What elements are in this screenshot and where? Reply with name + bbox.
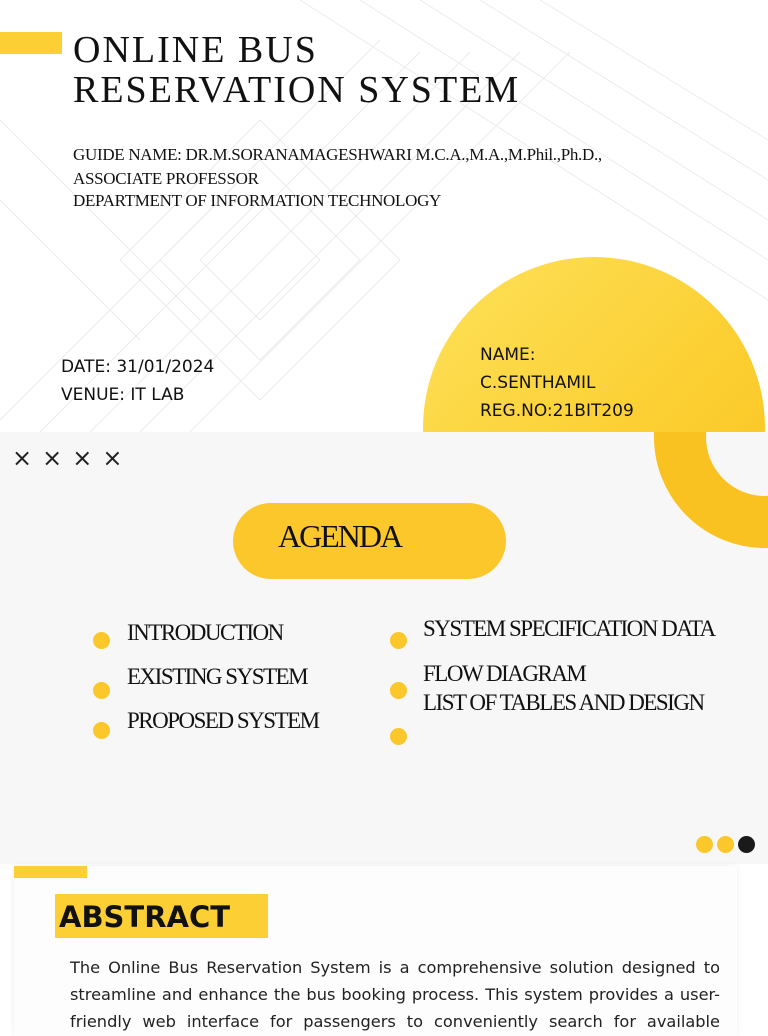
bullet-dot <box>390 682 407 699</box>
agenda-heading: AGENDA <box>278 518 402 554</box>
decorative-x-marks: ×××× <box>12 444 133 472</box>
agenda-item-existing-system: EXISTING SYSTEM <box>127 664 308 689</box>
title-line-1: ONLINE BUS <box>73 29 318 71</box>
guide-designation: ASSOCIATE PROFESSOR <box>73 169 259 188</box>
student-name: C.SENTHAMIL <box>480 373 596 393</box>
accent-bar <box>0 32 62 54</box>
title-slide <box>0 0 768 432</box>
yellow-ring-decoration <box>652 432 768 550</box>
agenda-item-system-specification: SYSTEM SPECIFICATION DATA <box>423 616 715 641</box>
date-text: DATE: 31/01/2024 <box>61 357 215 377</box>
agenda-heading-pill <box>233 503 506 579</box>
name-label: NAME: <box>480 345 536 365</box>
abstract-body <box>70 954 720 1035</box>
abstract-heading: ABSTRACT <box>59 900 231 934</box>
venue-text: VENUE: IT LAB <box>61 385 185 405</box>
student-info <box>480 341 634 425</box>
agenda-item-introduction: INTRODUCTION <box>127 620 283 645</box>
pager-dot <box>717 836 734 853</box>
agenda-item-flow-diagram: FLOW DIAGRAM <box>423 661 586 686</box>
agenda-item-list-of-tables: LIST OF TABLES AND DESIGN <box>423 690 704 715</box>
bullet-dot <box>390 728 407 745</box>
pager-dot-active <box>738 836 755 853</box>
abstract-line-3: friendly web interface for passengers to conveniently search for available <box>70 1012 720 1031</box>
bullet-dot <box>390 632 407 649</box>
abstract-line-1: The Online Bus Reservation System is a comprehensive solution designed to <box>70 958 720 977</box>
bullet-dot <box>93 722 110 739</box>
abstract-slide <box>14 866 737 1036</box>
presentation-title <box>73 30 713 110</box>
guide-info <box>73 143 753 213</box>
agenda-item-proposed-system: PROPOSED SYSTEM <box>127 708 319 733</box>
reg-number: REG.NO:21BIT209 <box>480 401 634 421</box>
guide-name: GUIDE NAME: DR.M.SORANAMAGESHWARI M.C.A.,M.A.,M.Phil.,Ph.D., <box>73 145 602 164</box>
abstract-accent-bar <box>14 866 87 878</box>
title-line-2: RESERVATION SYSTEM <box>73 69 521 111</box>
bullet-dot <box>93 682 110 699</box>
pager-dot <box>696 836 713 853</box>
bullet-dot <box>93 632 110 649</box>
event-info <box>61 353 214 409</box>
guide-department: DEPARTMENT OF INFORMATION TECHNOLOGY <box>73 191 442 210</box>
agenda-slide <box>0 432 768 864</box>
abstract-line-2: streamline and enhance the bus booking process. This system provides a user- <box>70 985 720 1004</box>
